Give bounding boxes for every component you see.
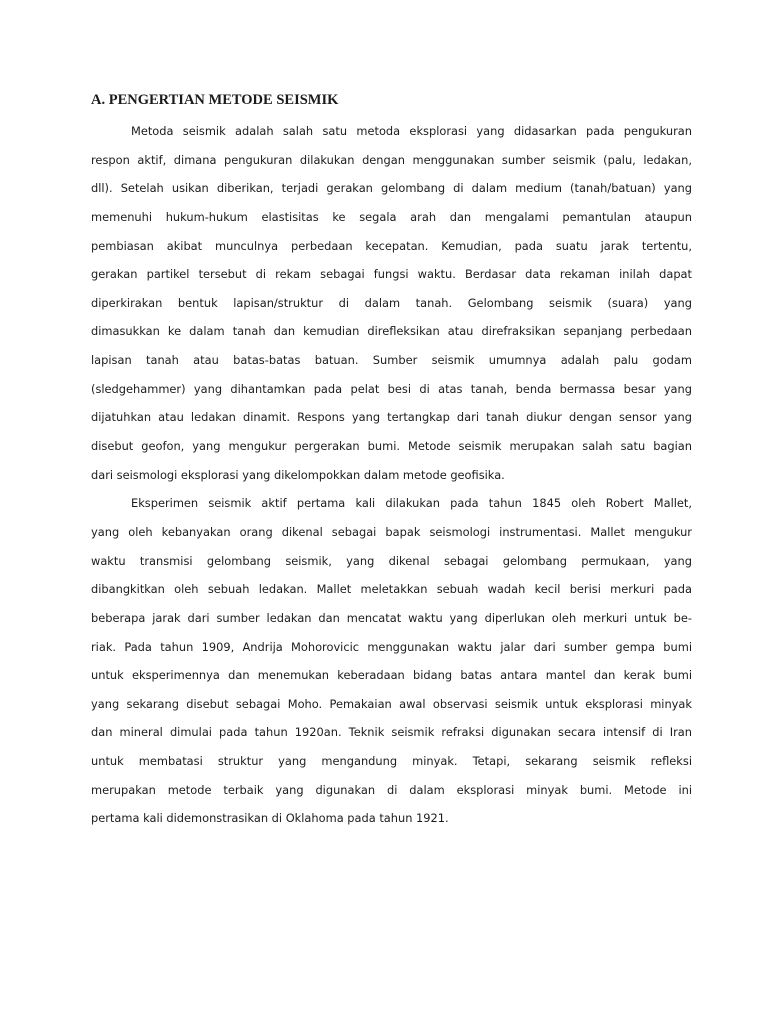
- text-line: gerakan partikel tersebut di rekam sebagai fungsi waktu. Berdasar data rekaman inilah dapat: [91, 267, 692, 282]
- text-line: dan mineral dimulai pada tahun 1920an. Teknik seismik refraksi digunakan secara intensif di Iran: [91, 725, 692, 740]
- text-line: memenuhi hukum-hukum elastisitas ke segala arah dan mengalami pemantulan ataupun: [91, 209, 692, 224]
- text-line: pertama kali didemonstrasikan di Oklahoma pada tahun 1921.: [91, 811, 449, 826]
- text-line: yang sekarang disebut sebagai Moho. Pemakaian awal observasi seismik untuk eksplorasi minyak: [91, 696, 692, 711]
- text-line: dijatuhkan atau ledakan dinamit. Respons yang tertangkap dari tanah diukur dengan sensor yang: [91, 410, 692, 425]
- text-line: waktu transmisi gelombang seismik, yang dikenal sebagai gelombang permukaan, yang: [91, 553, 692, 568]
- text-line: dari seismologi eksplorasi yang dikelompokkan dalam metode geofisika.: [91, 467, 505, 482]
- text-line: pembiasan akibat munculnya perbedaan kecepatan. Kemudian, pada suatu jarak tertentu,: [91, 238, 692, 253]
- text-line: merupakan metode terbaik yang digunakan di dalam eksplorasi minyak bumi. Metode ini: [91, 782, 692, 797]
- text-line: beberapa jarak dari sumber ledakan dan mencatat waktu yang diperlukan oleh merkuri untuk be-: [91, 610, 692, 625]
- text-line: dimasukkan ke dalam tanah dan kemudian direfleksikan atau direfraksikan sepanjang perbedaan: [91, 324, 692, 339]
- text-line: disebut geofon, yang mengukur pergerakan bumi. Metode seismik merupakan salah satu bagian: [91, 439, 692, 454]
- text-line: diperkirakan bentuk lapisan/struktur di dalam tanah. Gelombang seismik (suara) yang: [91, 295, 692, 310]
- section-heading: A. PENGERTIAN METODE SEISMIK: [91, 92, 339, 108]
- text-line: respon aktif, dimana pengukuran dilakukan dengan menggunakan sumber seismik (palu, ledakan,: [91, 152, 692, 167]
- text-line: untuk eksperimennya dan menemukan keberadaan bidang batas antara mantel dan kerak bumi: [91, 668, 692, 683]
- text-line: dibangkitkan oleh sebuah ledakan. Mallet meletakkan sebuah wadah kecil berisi merkuri pada: [91, 582, 692, 597]
- text-line: dll). Setelah usikan diberikan, terjadi gerakan gelombang di dalam medium (tanah/batuan) yang: [91, 181, 692, 196]
- text-line: yang oleh kebanyakan orang dikenal sebagai bapak seismologi instrumentasi. Mallet mengukur: [91, 524, 692, 539]
- text-line: untuk membatasi struktur yang mengandung minyak. Tetapi, sekarang seismik refleksi: [91, 754, 692, 769]
- text-line: Eksperimen seismik aktif pertama kali dilakukan pada tahun 1845 oleh Robert Mallet,: [131, 496, 692, 511]
- paragraph-1: [91, 117, 692, 489]
- body-text: [91, 117, 692, 833]
- text-line: (sledgehammer) yang dihantamkan pada pelat besi di atas tanah, benda bermassa besar yang: [91, 381, 692, 396]
- text-line: riak. Pada tahun 1909, Andrija Mohorovicic menggunakan waktu jalar dari sumber gempa bumi: [91, 639, 692, 654]
- text-line: lapisan tanah atau batas-batas batuan. Sumber seismik umumnya adalah palu godam: [91, 353, 692, 368]
- paragraph-2: [91, 489, 692, 833]
- text-line: Metoda seismik adalah salah satu metoda eksplorasi yang didasarkan pada pengukuran: [131, 124, 692, 138]
